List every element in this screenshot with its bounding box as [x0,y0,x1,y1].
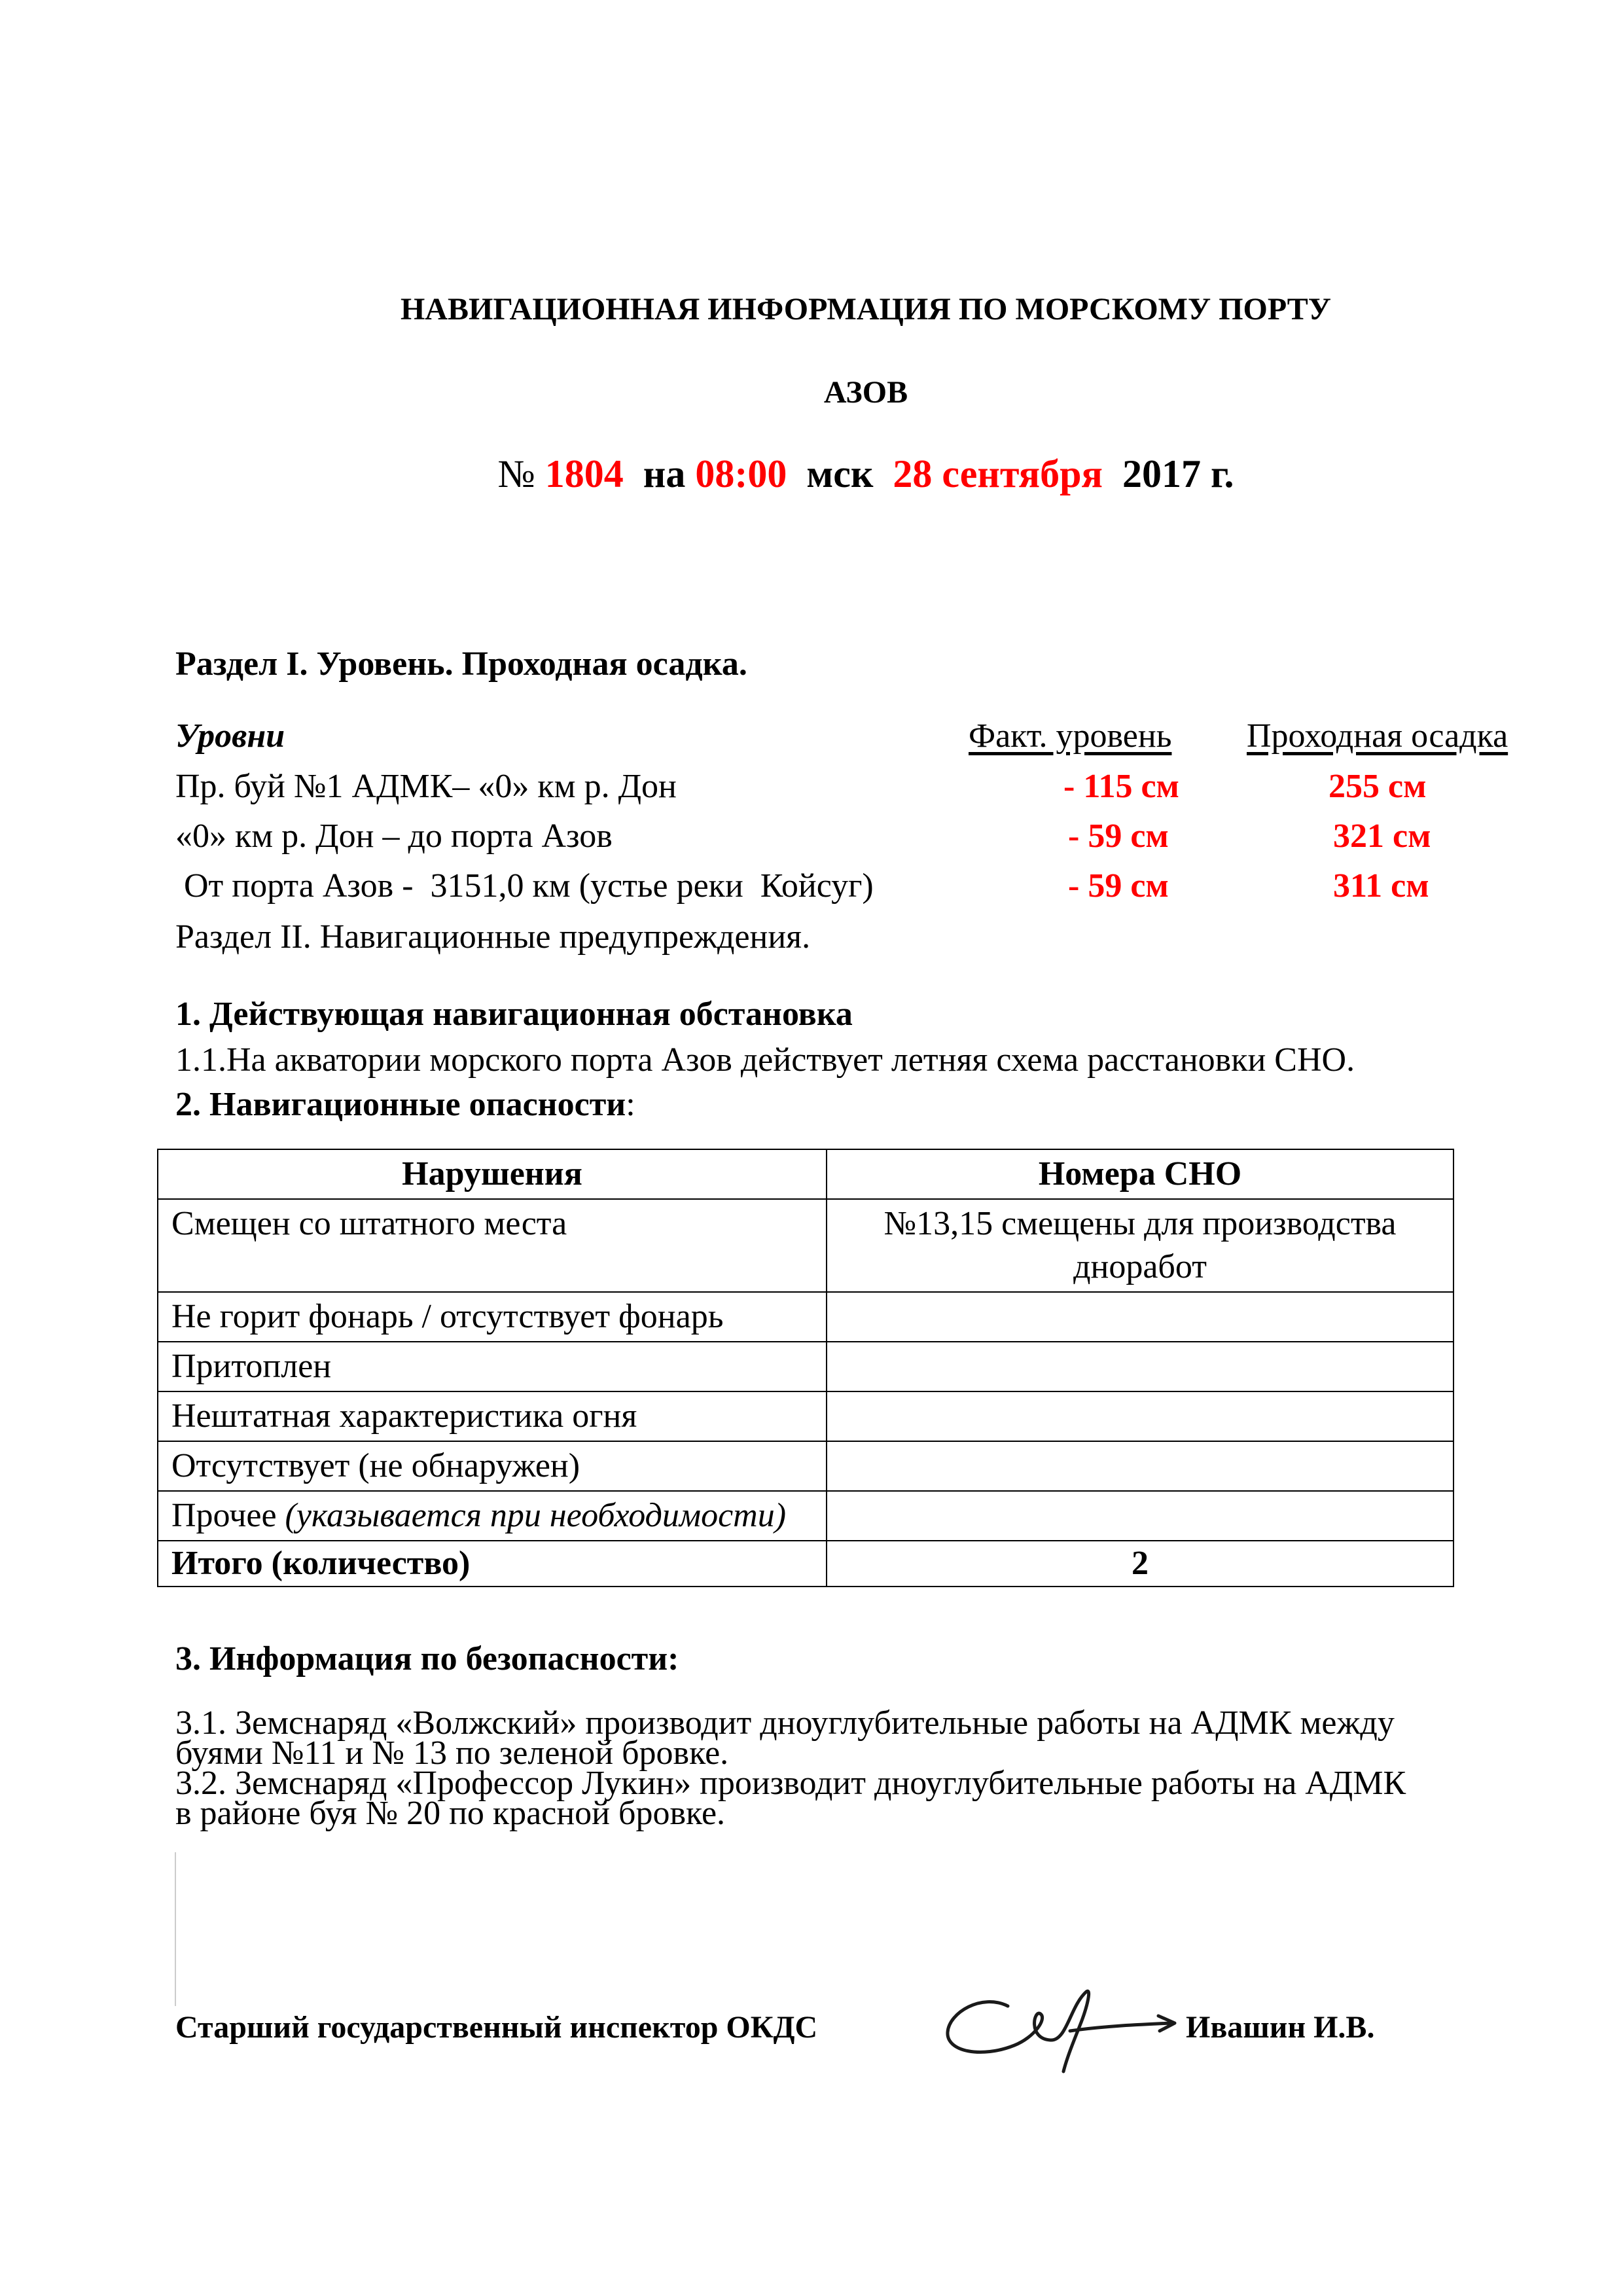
safety-line: 3.2. Земснаряд «Профессор Лукин» производит дноуглубительные работы на АДМК [175,1765,1406,1802]
buoys-cell [827,1391,1454,1441]
buoys-cell [827,1441,1454,1491]
level-row-draft: 311 см [1333,867,1429,905]
level-row-draft: 321 см [1333,817,1431,855]
section1-heading: Раздел I. Уровень. Проходная осадка. [175,645,747,683]
buoys-cell [827,1342,1454,1391]
other-note: (указывается при необходимости) [285,1497,787,1534]
level-row-value: - 59 см [1068,867,1169,905]
buoys-cell [827,1292,1454,1342]
buoys-column-header: Номера СНО [827,1149,1454,1199]
draft-column-header: Проходная осадка [1247,717,1508,755]
bulletin-date: 28 сентября [893,452,1103,495]
hazards-heading [175,1085,635,1124]
hazards-heading-colon: : [626,1086,635,1123]
level-row-name: «0» км р. Дон – до порта Азов [175,817,613,855]
level-row-draft: 255 см [1329,768,1427,805]
table-header-row [158,1149,1454,1199]
violation-cell: Нештатная характеристика огня [158,1391,827,1441]
violation-cell: Притоплен [158,1342,827,1391]
bulletin-year: 2017 г. [1122,452,1234,495]
table-row [158,1441,1454,1491]
bulletin-number: 1804 [544,452,624,495]
table-row [158,1342,1454,1391]
safety-heading: 3. Информация по безопасности: [175,1640,679,1677]
at-word: на [643,452,686,495]
table-row [158,1199,1454,1292]
table-row [158,1391,1454,1441]
signatory-name: Ивашин И.В. [1186,2010,1375,2045]
document-title: НАВИГАЦИОННАЯ ИНФОРМАЦИЯ ПО МОРСКОМУ ПОРТУ [400,292,1332,327]
table-row [158,1292,1454,1342]
table-total-row [158,1541,1454,1587]
safety-line: 3.1. Земснаряд «Волжский» производит дноуглубительные работы на АДМК между [175,1704,1395,1742]
level-row-value: - 59 см [1068,817,1169,855]
number-prefix: № [497,452,535,495]
timezone: мск [806,452,874,495]
bulletin-time: 08:00 [695,452,787,495]
safety-paragraph [175,1704,1406,1832]
current-situation-text: 1.1.На акватории морского порта Азов действует летняя схема расстановки СНО. [175,1041,1355,1079]
total-label: Итого (количество) [158,1541,827,1587]
violations-column-header: Нарушения [158,1149,827,1199]
handwritten-signature [936,1980,1185,2078]
fact-level-column-header: Факт. уровень [969,717,1172,755]
hazards-table [157,1149,1454,1587]
buoys-cell [827,1491,1454,1541]
violation-cell: Отсутствует (не обнаружен) [158,1441,827,1491]
levels-column-header: Уровни [175,717,285,755]
violation-cell: Смещен со штатного места [158,1199,827,1292]
current-situation-heading: 1. Действующая навигационная обстановка [175,996,853,1033]
section2-heading: Раздел II. Навигационные предупреждения. [175,918,811,956]
other-label: Прочее [171,1497,285,1534]
level-row-value: - 115 см [1063,768,1179,805]
hazards-heading-label: 2. Навигационные опасности [175,1086,626,1123]
signatory-position: Старший государственный инспектор ОКДС [175,2010,818,2045]
bulletin-line [0,452,1623,497]
margin-line [175,1852,176,2006]
table-row [158,1491,1454,1541]
safety-line: в районе буя № 20 по красной бровке. [175,1795,726,1832]
total-value: 2 [827,1541,1454,1587]
buoys-cell: №13,15 смещены для производства днoработ [827,1199,1454,1292]
violation-cell-other [158,1491,827,1541]
port-name: АЗОВ [823,375,908,410]
violation-cell: Не горит фонарь / отсутствует фонарь [158,1292,827,1342]
level-row-name: От порта Азов - 3151,0 км (устье реки Койсуг) [175,867,874,905]
safety-line: буями №11 и № 13 по зеленой бровке. [175,1734,729,1772]
level-row-name: Пр. буй №1 АДМК– «0» км р. Дон [175,768,677,805]
